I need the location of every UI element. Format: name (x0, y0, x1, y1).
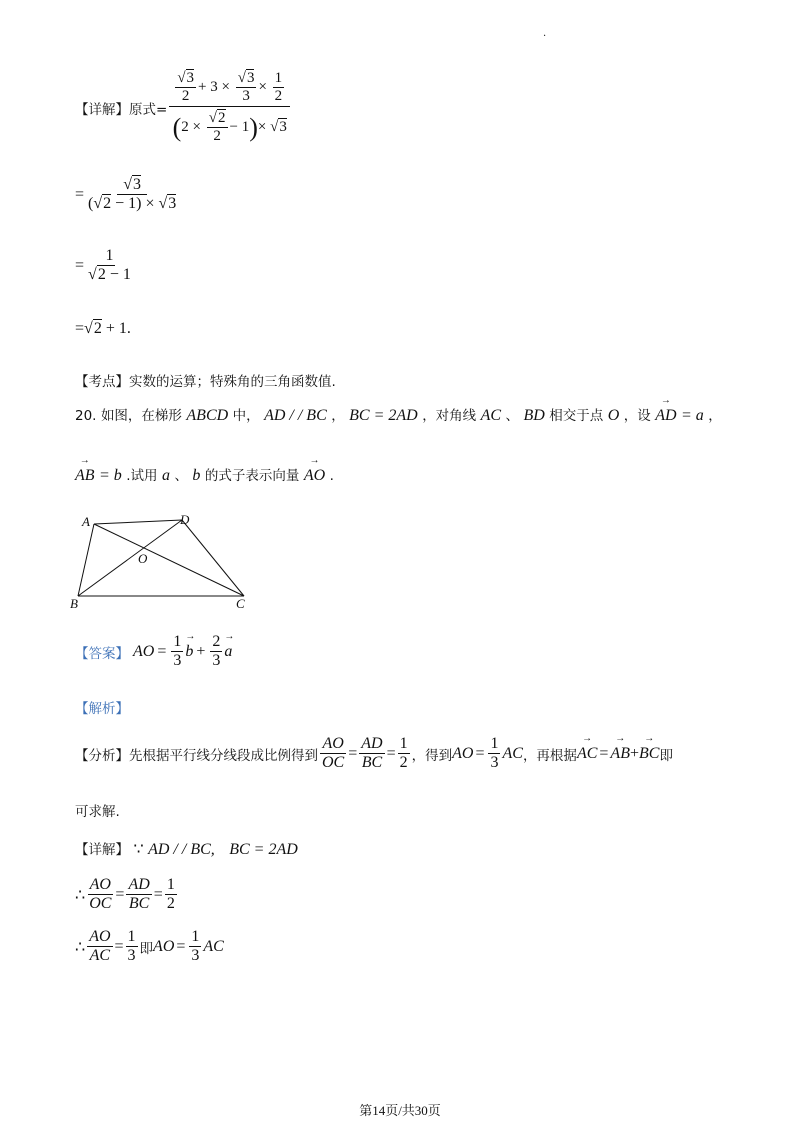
step-3-eq: = (75, 320, 85, 337)
condition-length: BC = 2AD (349, 407, 418, 424)
problem-number: 20. (75, 408, 97, 424)
eq-a: = a (680, 407, 704, 424)
vector-ad: → AD (655, 407, 676, 425)
answer-frac1-den: 3 (173, 652, 182, 670)
fenxi-text-1: 先根据平行线分线段成比例得到 (129, 747, 318, 764)
var-b: b (192, 467, 201, 484)
fenxi-text-2: ，得到 (411, 747, 453, 764)
label-a: A (82, 514, 90, 529)
label-o: O (138, 551, 148, 566)
diagonal-ac: AC (480, 407, 502, 424)
step-1-eq: = (75, 185, 85, 203)
top-mark: . (543, 28, 547, 39)
edge-dc (182, 520, 244, 596)
therefore-symbol-2: ∴ (75, 938, 86, 956)
step-2-numerator: 1 (103, 247, 115, 266)
detail-label-2: 【详解】 (75, 842, 129, 858)
separator-2: 、 (174, 468, 188, 484)
edge-ad (94, 520, 182, 524)
label-b: B (70, 596, 78, 611)
var-a: a (162, 467, 170, 484)
section19-original-expression (75, 70, 292, 145)
diagonal-ac-line (94, 524, 244, 596)
fenxi-label: 【分析】 (75, 747, 129, 764)
problem-text-2: 中， (232, 408, 260, 424)
detail-parallel: AD / / BC, (148, 841, 215, 858)
problem20-line1 (75, 404, 722, 425)
problem-text-4: 相交于点 (549, 408, 604, 424)
trapezoid-name: ABCD (186, 407, 229, 424)
vector-ab: → AB (75, 467, 95, 485)
answer-frac1-num: 1 (171, 633, 183, 652)
therefore-symbol-1: ∴ (75, 886, 86, 904)
step-2: = $\frac{1}{√2 - 1}$ (75, 247, 131, 284)
kaodian-label: 【考点】 (75, 374, 129, 390)
label-d: D (180, 512, 190, 527)
because-symbol: ∵ (133, 841, 144, 858)
point-o: O (607, 407, 620, 424)
step-3: =√2 + 1. (75, 320, 131, 337)
answer-frac2-den: 3 (212, 652, 221, 670)
problem-text-6: .试用 (126, 468, 158, 484)
step-3-period: . (126, 320, 131, 337)
condition-parallel: AD / / BC (264, 407, 327, 424)
fenxi-line-2: 可求解. (75, 804, 120, 820)
detail-line2: ∴ $\frac{AO}{OC}$ = $\frac{AD}{BC}$ = $\frac{1}{2}$ (75, 876, 175, 913)
fenxi-text-3: ，再根据 (522, 747, 577, 764)
diagonal-bd-line (78, 520, 182, 596)
detail-length: BC = 2AD (229, 841, 298, 858)
trapezoid-figure (68, 512, 258, 612)
kaodian-line (75, 370, 336, 390)
end-period: . (329, 468, 334, 484)
big-fraction: $\frac{√3}{2}$ + 3 × $\frac{√3}{3}$ × $\frac{1}{2}$ (2 × $\frac{√2}{2}$ − 1)× √3 (169, 70, 290, 145)
answer-frac2-num: 2 (210, 633, 222, 652)
fenxi-line: 【分析】 先根据平行线分线段成比例得到 $\frac{AO}{OC}$ = $\frac{AD}{BC}$ = $\frac{1}{2}$ ，得到 AO = $\frac{1}{3}$ AC ，再根据 → AC = → AB + → BC 即 (75, 735, 673, 773)
diagonal-bd: BD (523, 407, 545, 424)
separator: 、 (505, 408, 520, 424)
comma-1: ， (331, 408, 345, 424)
eq-b: = b (99, 467, 122, 484)
vector-ao: → AO (304, 467, 325, 485)
answer-term-b: → b (185, 643, 193, 661)
problem-text-3: ，对角线 (422, 408, 477, 424)
ji-word: 即 (139, 940, 154, 957)
detail-label: 【详解】 (75, 101, 129, 118)
label-c: C (236, 596, 245, 611)
problem20-line2 (75, 464, 334, 485)
analysis-label: 【解析】 (75, 701, 129, 717)
comma-2: ， (708, 408, 722, 424)
problem-text-1: 如图，在梯形 (100, 408, 182, 424)
original-expr-label: 原式= (129, 101, 168, 118)
detail-line3: ∴ $\frac{AO}{AC}$ = $\frac{1}{3}$ 即 AO = $\frac{1}{3}$ AC (75, 928, 224, 965)
step-1: = $\frac{√3}{(√2 - 1) \times √3}$ (75, 176, 177, 213)
step-2-eq: = (75, 256, 85, 274)
answer-label: 【答案】 (75, 645, 129, 662)
problem-text-5: ，设 (623, 408, 651, 424)
fenxi-text-4: 即 (659, 747, 673, 764)
edge-ab (78, 524, 94, 596)
answer-term-a: → a (224, 643, 232, 661)
answer-lhs: AO (133, 642, 155, 660)
answer-line: 【答案】 AO = $\frac{1}{3}$ → b + $\frac{2}{3}$ → a (75, 633, 232, 671)
detail-line1 (75, 838, 298, 859)
problem-text-7: 的式子表示向量 (204, 468, 300, 484)
page-footer: 第14页/共30页 (359, 1103, 441, 1118)
kaodian-text: 实数的运算；特殊角的三角函数值. (129, 374, 336, 390)
